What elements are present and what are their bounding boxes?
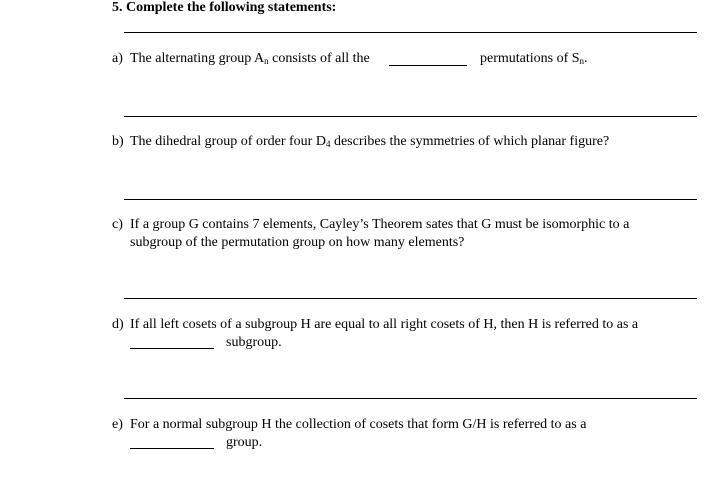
- answer-line-5[interactable]: [124, 398, 697, 399]
- question-a-text: [130, 51, 370, 67]
- question-d-label: d): [112, 317, 124, 332]
- question-b-text-after: describes the symmetries of which planar figure?: [330, 134, 610, 149]
- question-a-after-text: permutations of S: [480, 51, 580, 66]
- question-a-text-after: [480, 51, 588, 67]
- question-a-text-before: The alternating group A: [130, 51, 265, 66]
- question-a-sub2: n: [579, 56, 585, 66]
- question-e-line2: group.: [226, 435, 263, 450]
- question-c-label: c): [112, 217, 123, 232]
- question-a-sub1: n: [264, 56, 269, 66]
- question-e-blank[interactable]: [130, 448, 214, 449]
- question-a-end: .: [584, 51, 588, 66]
- section-heading: 5. Complete the following statements:: [112, 0, 337, 15]
- answer-line-4[interactable]: [124, 298, 697, 299]
- question-d-line1: If all left cosets of a subgroup H are equal to all right cosets of H, then H is referred to as a: [130, 317, 639, 332]
- answer-line-3[interactable]: [124, 199, 697, 200]
- question-c-line1: If a group G contains 7 elements, Cayley’s Theorem sates that G must be isomorphic to a: [130, 217, 630, 232]
- question-b-sub1: 4: [325, 139, 331, 149]
- question-a-blank[interactable]: [389, 65, 467, 66]
- question-d-blank[interactable]: [130, 348, 214, 349]
- question-b-label: b): [112, 134, 124, 149]
- question-a-label: a): [112, 51, 123, 66]
- question-a-text-mid: consists of all the: [268, 51, 370, 66]
- answer-line-2[interactable]: [124, 116, 697, 117]
- question-b-text-before: The dihedral group of order four D: [130, 134, 326, 149]
- answer-line-1[interactable]: [124, 32, 697, 33]
- question-d-line2: subgroup.: [226, 335, 282, 350]
- question-b-text: [130, 134, 609, 150]
- question-e-line1: For a normal subgroup H the collection of cosets that form G/H is referred to as a: [130, 417, 587, 432]
- question-c-line2: subgroup of the permutation group on how many elements?: [130, 235, 465, 250]
- question-e-label: e): [112, 417, 123, 432]
